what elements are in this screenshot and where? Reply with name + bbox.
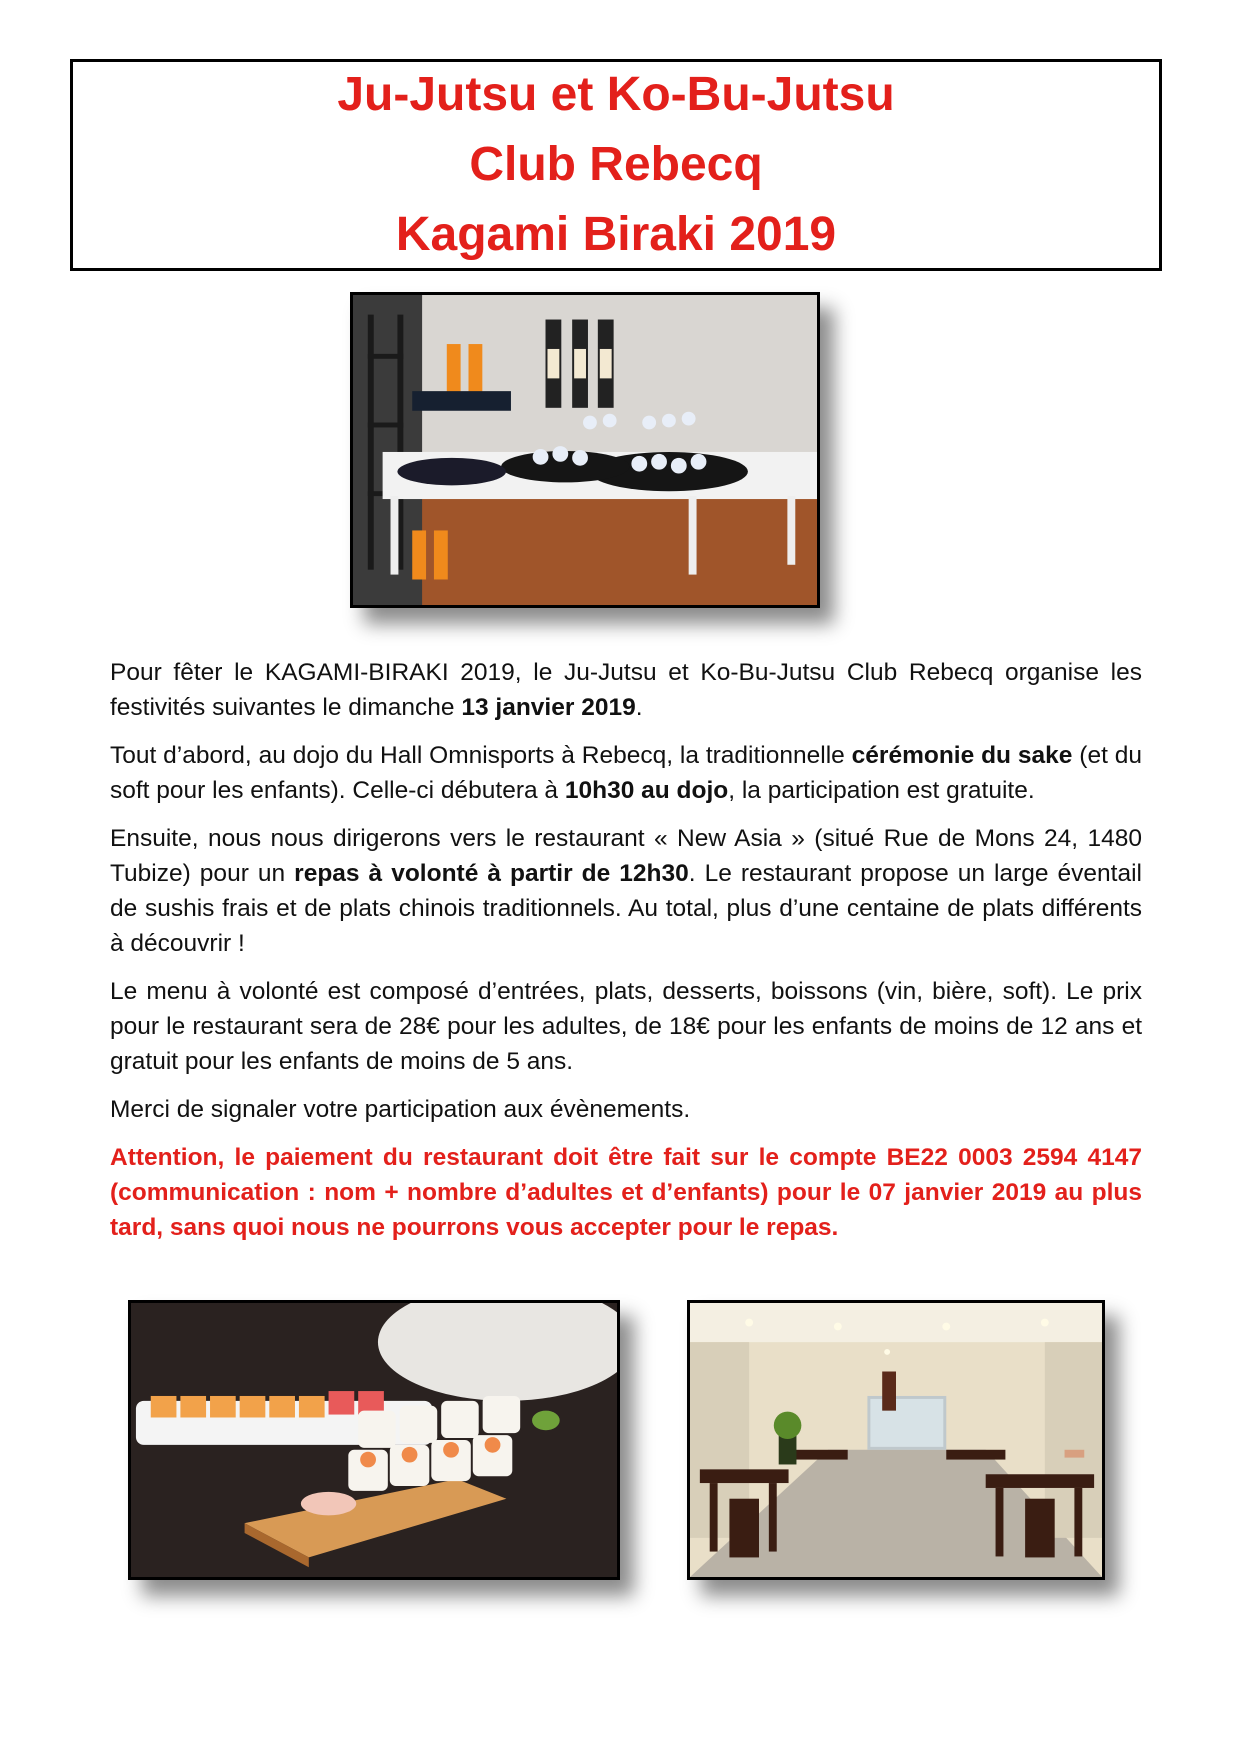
- payment-warning: Attention, le paiement du restaurant doit être fait sur le compte BE22 0003 2594 4147 (communication : nom + nombre d’adultes et d’enfants) pour le 07 janvier 2019 au plus tard, sans quoi nous ne pourrons vous accepter pour le repas.: [110, 1144, 1142, 1241]
- time-highlight: 10h30 au dojo: [564, 777, 729, 804]
- paragraph-registration: Merci de signaler votre participation aux évènements.: [110, 1096, 691, 1123]
- paragraph-restaurant: Ensuite, nous nous dirigerons vers le restaurant « New Asia » (situé Rue de Mons 24, 1480 Tubize) pour un repas à volonté à partir de 12h30. Le restaurant propose un large éventail de sushis frais et de plats chinois traditionnels. Au total, plus d’une centaine de plats différents à découvrir !: [110, 825, 1142, 957]
- date-highlight: 13 janvier 2019: [461, 694, 636, 721]
- paragraph-ceremony: Tout d’abord, au dojo du Hall Omnisports à Rebecq, la traditionnelle cérémonie du sake (et du soft pour les enfants). Celle-ci débutera à 10h30 au dojo, la participation est gratuite.: [110, 742, 1143, 804]
- restaurant-interior-photo: [687, 1300, 1105, 1580]
- paragraph-intro: Pour fêter le KAGAMI-BIRAKI 2019, le Ju-Jutsu et Ko-Bu-Jutsu Club Rebecq organise les festivités suivantes le dimanche 13 janvier 2019.: [110, 659, 1142, 721]
- title-line-1: Ju-Jutsu et Ko-Bu-Jutsu: [337, 68, 895, 121]
- sushi-photo: [128, 1300, 620, 1580]
- sake-table-photo: [350, 292, 820, 608]
- title-box: [70, 59, 1162, 271]
- title-line-3: Kagami Biraki 2019: [395, 208, 837, 261]
- title-line-2: Club Rebecq: [469, 138, 763, 191]
- paragraph-menu: Le menu à volonté est composé d’entrées, plats, desserts, boissons (vin, bière, soft). Le prix pour le restaurant sera de 28€ pour les adultes, de 18€ pour les enfants de moins de 12 ans et gratuit pour les enfants de moins de 5 ans.: [110, 978, 1142, 1075]
- ceremony-highlight: cérémonie du sake: [851, 742, 1073, 769]
- body-text: [110, 655, 1142, 1258]
- meal-highlight: repas à volonté à partir de 12h30: [294, 860, 689, 887]
